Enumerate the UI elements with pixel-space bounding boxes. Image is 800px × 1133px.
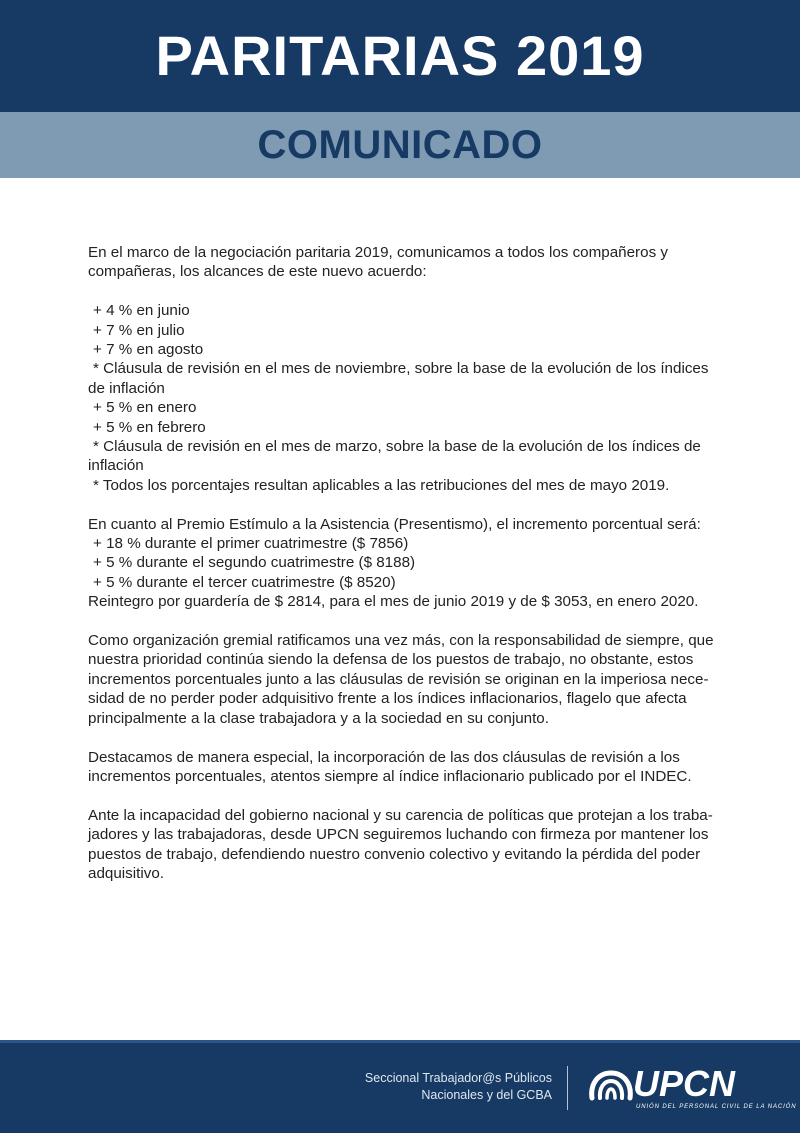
paragraph-destacamos <box>88 748 748 787</box>
list-item: * Todos los porcentajes resultan aplicables a las retribuciones del mes de mayo 2019. <box>93 476 670 494</box>
paragraph-ratificamos <box>88 631 748 728</box>
premio-list <box>88 534 748 592</box>
list-item: * Cláusula de revisión en el mes de marzo, sobre la base de la evolución de los índices de <box>93 438 701 456</box>
reintegro-line: Reintegro por guardería de $ 2814, para el mes de junio 2019 y de $ 3053, en enero 2020. <box>88 593 699 611</box>
subtitle-banner <box>0 112 800 178</box>
text-line: adquisitivo. <box>88 864 164 882</box>
list-item: + 5 % en enero <box>93 399 197 417</box>
list-item: + 5 % durante el segundo cuatrimestre ($ 8188) <box>93 554 416 572</box>
intro-paragraph <box>88 243 748 282</box>
footer-divider-line <box>0 1040 800 1043</box>
agreement-list <box>88 301 748 495</box>
text-line: Como organización gremial ratificamos una vez más, con la responsabilidad de siempre, que <box>88 632 714 650</box>
list-item: + 4 % en junio <box>93 302 190 320</box>
list-item: + 7 % en julio <box>93 321 185 339</box>
list-item: * Cláusula de revisión en el mes de noviembre, sobre la base de la evolución de los índices <box>93 360 709 378</box>
text-line: compañeras, los alcances de este nuevo acuerdo: <box>88 263 427 281</box>
text-line: sidad de no perder poder adquisitivo frente a los índices inflacionarios, flagelo que afecta <box>88 690 687 708</box>
footer-section-name <box>365 1070 552 1104</box>
page-title: PARITARIAS 2019 <box>155 24 645 87</box>
premio-intro: En cuanto al Premio Estímulo a la Asistencia (Presentismo), el incremento porcentual será: <box>88 515 701 533</box>
footer-bar <box>0 1040 800 1133</box>
text-line: incrementos porcentuales, atentos siempre al índice inflacionario publicado por el INDEC. <box>88 767 692 785</box>
list-item: + 7 % en agosto <box>93 341 204 359</box>
list-item: + 5 % en febrero <box>93 418 206 436</box>
text-line: Ante la incapacidad del gobierno nacional y su carencia de políticas que protejan a los traba- <box>88 806 713 824</box>
list-item-continuation: inflación <box>88 457 144 475</box>
title-banner <box>0 0 800 112</box>
text-line: principalmente a la clase trabajadora y a la sociedad en su conjunto. <box>88 709 549 727</box>
list-item: + 18 % durante el primer cuatrimestre ($ 7856) <box>93 535 409 553</box>
upcn-logo <box>588 1062 797 1116</box>
logo-tagline: UNIÓN DEL PERSONAL CIVIL DE LA NACIÓN <box>636 1104 797 1110</box>
upcn-emblem-icon <box>588 1068 634 1104</box>
text-line: Destacamos de manera especial, la incorporación de las dos cláusulas de revisión a los <box>88 748 680 766</box>
footer-separator <box>567 1066 568 1110</box>
text-line: puestos de trabajo, defendiendo nuestro convenio colectivo y evitando la pérdida del poder <box>88 845 701 863</box>
page-subtitle: COMUNICADO <box>257 123 543 167</box>
text-line: incrementos porcentuales junto a las cláusulas de revisión se originan en la imperiosa nece- <box>88 670 709 688</box>
text-line: En el marco de la negociación paritaria 2019, comunicamos a todos los compañeros y <box>88 244 668 261</box>
section-line-2: Nacionales y del GCBA <box>421 1088 552 1102</box>
list-item-continuation: de inflación <box>88 379 165 397</box>
list-item: + 5 % durante el tercer cuatrimestre ($ 8520) <box>93 573 396 591</box>
text-line: jadores y las trabajadoras, desde UPCN seguiremos luchando con firmeza por mantener los <box>88 826 709 844</box>
section-line-1: Seccional Trabajador@s Públicos <box>364 1071 552 1085</box>
document-body <box>88 243 748 883</box>
text-line: nuestra prioridad continúa siendo la defensa de los puestos de trabajo, no obstante, estos <box>88 651 694 669</box>
paragraph-ante <box>88 806 748 884</box>
logo-wordmark: UPCN <box>633 1063 736 1104</box>
